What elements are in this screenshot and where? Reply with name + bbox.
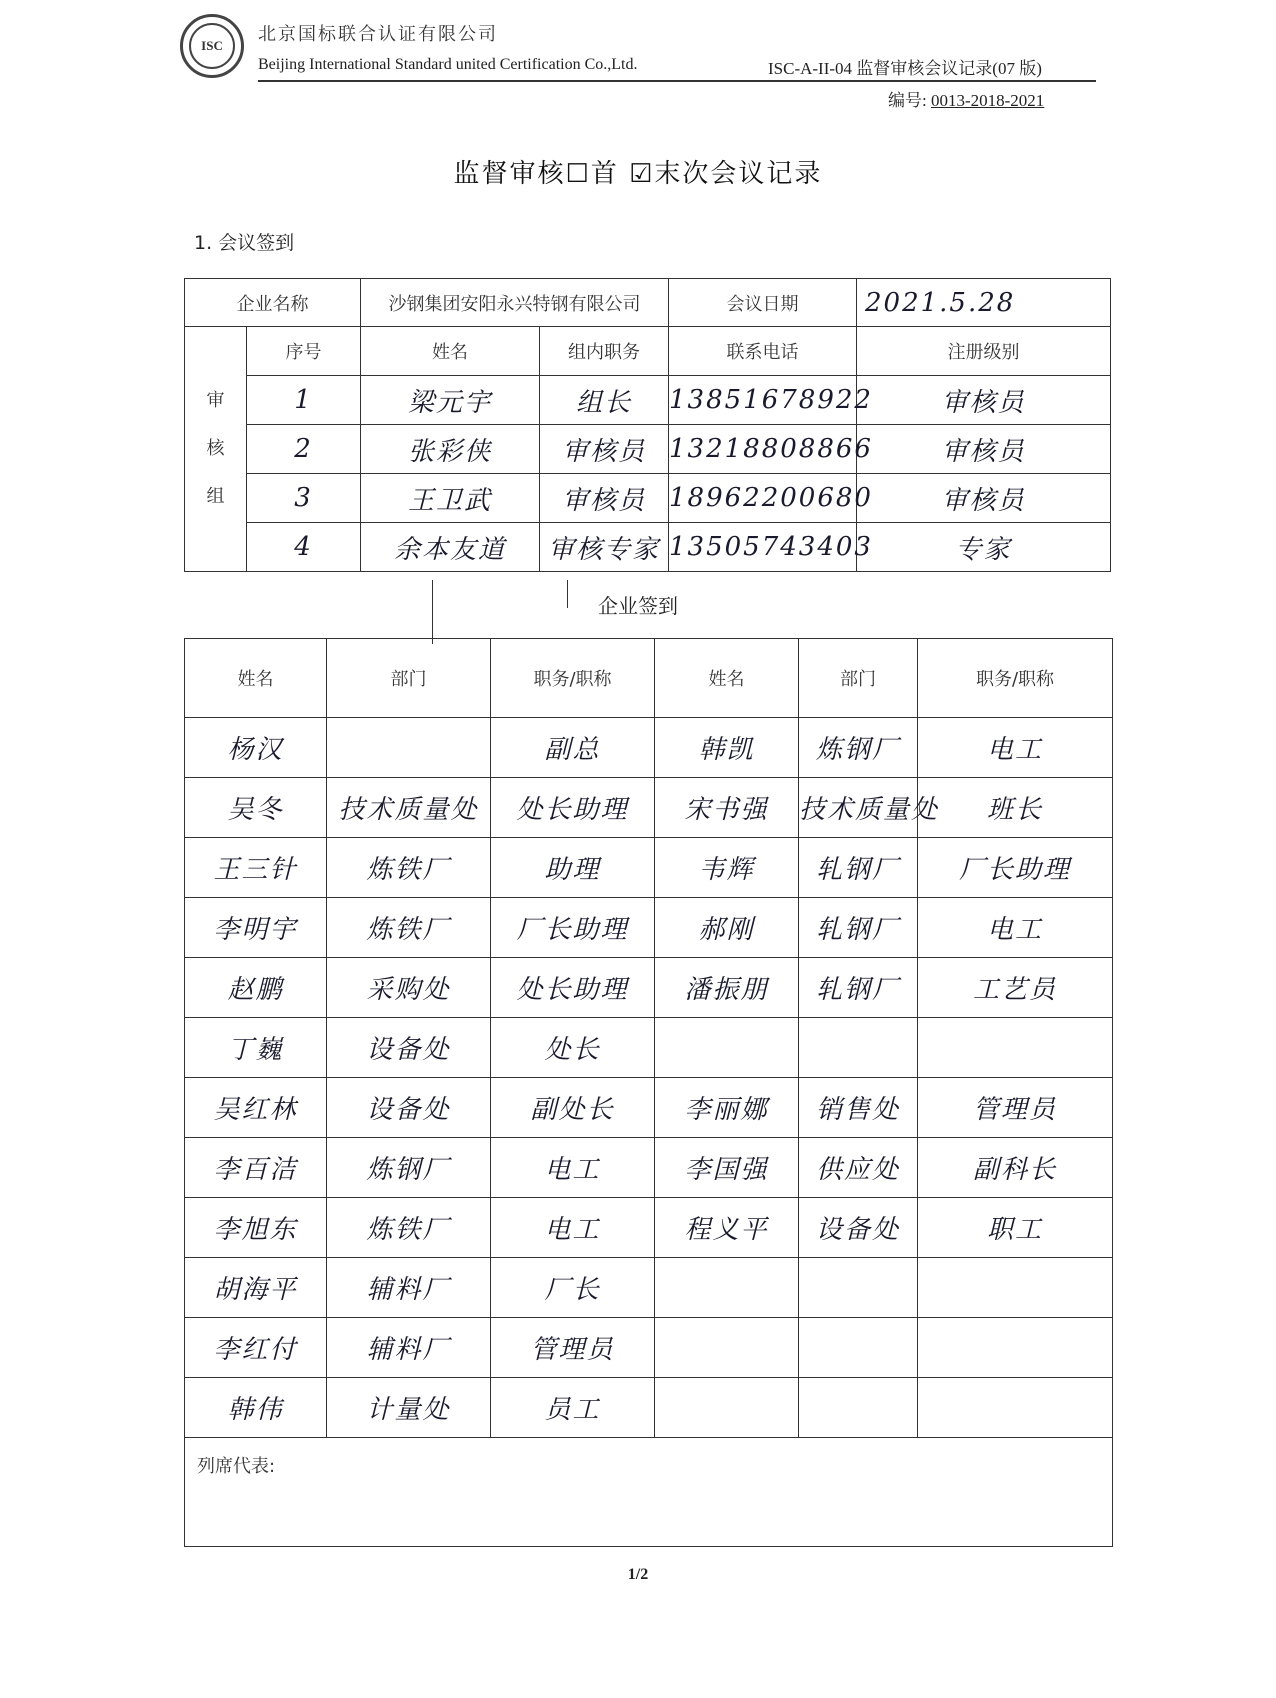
signer-title xyxy=(918,1318,1113,1378)
signer-name: 李百洁 xyxy=(185,1138,327,1198)
company-name-cn: 北京国标联合认证有限公司 xyxy=(258,24,498,45)
signer-dept: 轧钢厂 xyxy=(799,898,918,958)
company-value: 沙钢集团安阳永兴特钢有限公司 xyxy=(361,279,669,327)
signer-dept xyxy=(799,1258,918,1318)
signer-name: 韩凯 xyxy=(655,718,799,778)
auditor-role: 审核专家 xyxy=(540,523,669,572)
signer-name: 杨汉 xyxy=(185,718,327,778)
signer-title: 管理员 xyxy=(918,1078,1113,1138)
auditor-level: 审核员 xyxy=(857,425,1111,474)
header-divider xyxy=(258,80,1096,82)
signer-title: 厂长助理 xyxy=(491,898,655,958)
attendees-cell xyxy=(185,1438,1113,1547)
signer-dept: 轧钢厂 xyxy=(799,958,918,1018)
signer-title: 厂长 xyxy=(491,1258,655,1318)
group-char-3: 组 xyxy=(206,486,225,507)
signer-name: 王三针 xyxy=(185,838,327,898)
signer-dept: 炼钢厂 xyxy=(327,1138,491,1198)
date-value: 2021.5.28 xyxy=(857,279,1111,327)
signer-name: 李旭东 xyxy=(185,1198,327,1258)
signer-dept: 炼铁厂 xyxy=(327,1198,491,1258)
signer-title xyxy=(918,1018,1113,1078)
signer-title: 副处长 xyxy=(491,1078,655,1138)
auditor-no: 1 xyxy=(247,376,361,425)
auditor-role: 组长 xyxy=(540,376,669,425)
signer-title: 电工 xyxy=(491,1138,655,1198)
auditor-phone: 13505743403 xyxy=(669,523,857,572)
auditor-phone: 18962200680 xyxy=(669,474,857,523)
signer-name xyxy=(655,1258,799,1318)
signer-dept xyxy=(799,1378,918,1438)
audit-group-label xyxy=(185,327,247,572)
signer-title xyxy=(918,1258,1113,1318)
col-header-phone: 联系电话 xyxy=(669,327,857,376)
company-label: 企业名称 xyxy=(185,279,361,327)
signer-title: 电工 xyxy=(918,898,1113,958)
table-row xyxy=(185,1138,1113,1198)
table-row xyxy=(185,1018,1113,1078)
signer-dept xyxy=(799,1018,918,1078)
auditor-phone: 13851678922 xyxy=(669,376,857,425)
auditor-no: 4 xyxy=(247,523,361,572)
signer-dept: 炼铁厂 xyxy=(327,838,491,898)
signer-name: 宋书强 xyxy=(655,778,799,838)
auditor-no: 3 xyxy=(247,474,361,523)
page-number: 1/2 xyxy=(627,1566,649,1583)
table-row xyxy=(185,1198,1113,1258)
attendees-label: 列席代表: xyxy=(197,1456,276,1477)
signer-title: 副总 xyxy=(491,718,655,778)
auditor-no: 2 xyxy=(247,425,361,474)
signer-dept: 辅料厂 xyxy=(327,1258,491,1318)
signer-name: 潘振朋 xyxy=(655,958,799,1018)
auditor-role: 审核员 xyxy=(540,425,669,474)
table-row xyxy=(185,898,1113,958)
signer-name: 吴冬 xyxy=(185,778,327,838)
table-row xyxy=(185,425,1111,474)
signer-title: 副科长 xyxy=(918,1138,1113,1198)
signer-dept: 设备处 xyxy=(799,1198,918,1258)
signer-dept: 技术质量处 xyxy=(327,778,491,838)
handwritten-stroke xyxy=(432,580,433,644)
signer-name: 韩伟 xyxy=(185,1378,327,1438)
table-row xyxy=(185,1078,1113,1138)
col-header-name: 姓名 xyxy=(361,327,540,376)
signer-name: 李丽娜 xyxy=(655,1078,799,1138)
signer-dept: 计量处 xyxy=(327,1378,491,1438)
signer-name xyxy=(655,1378,799,1438)
col-header-name: 姓名 xyxy=(655,639,799,718)
enterprise-sign-table xyxy=(184,638,1113,1547)
signer-title xyxy=(918,1378,1113,1438)
company-logo xyxy=(180,14,244,78)
signer-name: 胡海平 xyxy=(185,1258,327,1318)
signer-title: 职工 xyxy=(918,1198,1113,1258)
col-header-title: 职务/职称 xyxy=(491,639,655,718)
signer-name: 吴红林 xyxy=(185,1078,327,1138)
signer-dept xyxy=(799,1318,918,1378)
auditor-name: 张彩侠 xyxy=(361,425,540,474)
signer-title: 管理员 xyxy=(491,1318,655,1378)
company-name-en: Beijing International Standard united Certification Co.,Ltd. xyxy=(258,56,638,73)
signer-dept: 炼铁厂 xyxy=(327,898,491,958)
signer-dept: 设备处 xyxy=(327,1018,491,1078)
section-heading: 1. 会议签到 xyxy=(194,232,295,254)
signer-dept: 辅料厂 xyxy=(327,1318,491,1378)
signer-title: 工艺员 xyxy=(918,958,1113,1018)
signer-name: 李国强 xyxy=(655,1138,799,1198)
signer-name xyxy=(655,1318,799,1378)
serial-number xyxy=(888,86,1044,111)
auditor-level: 审核员 xyxy=(857,376,1111,425)
signer-title: 处长 xyxy=(491,1018,655,1078)
page-title: 监督审核☐首 ☑末次会议记录 xyxy=(453,159,823,189)
signer-name: 李红付 xyxy=(185,1318,327,1378)
table-row xyxy=(185,838,1113,898)
signer-title: 助理 xyxy=(491,838,655,898)
auditor-level: 专家 xyxy=(857,523,1111,572)
document-code: ISC-A-II-04 监督审核会议记录(07 版) xyxy=(768,59,1042,78)
signer-name xyxy=(655,1018,799,1078)
enterprise-sign-heading: 企业签到 xyxy=(598,594,678,618)
serial-value: 0013-2018-2021 xyxy=(930,91,1045,110)
signer-title: 处长助理 xyxy=(491,958,655,1018)
signer-title: 电工 xyxy=(918,718,1113,778)
col-header-dept: 部门 xyxy=(327,639,491,718)
signer-dept: 供应处 xyxy=(799,1138,918,1198)
signer-title: 处长助理 xyxy=(491,778,655,838)
table-row xyxy=(185,376,1111,425)
logo-text: ISC xyxy=(189,23,235,69)
handwritten-stroke xyxy=(567,580,568,608)
signer-dept: 技术质量处 xyxy=(799,778,918,838)
signer-dept xyxy=(327,718,491,778)
serial-label: 编号: xyxy=(888,91,927,110)
signer-dept: 炼钢厂 xyxy=(799,718,918,778)
signer-name: 丁巍 xyxy=(185,1018,327,1078)
auditor-level: 审核员 xyxy=(857,474,1111,523)
signer-dept: 设备处 xyxy=(327,1078,491,1138)
audit-team-table xyxy=(184,278,1111,572)
table-row xyxy=(185,1378,1113,1438)
group-char-1: 审 xyxy=(206,390,225,411)
col-header-dept: 部门 xyxy=(799,639,918,718)
table-row xyxy=(185,958,1113,1018)
table-row xyxy=(185,778,1113,838)
table-row xyxy=(185,1258,1113,1318)
signer-name: 郝刚 xyxy=(655,898,799,958)
signer-title: 厂长助理 xyxy=(918,838,1113,898)
signer-name: 赵鹏 xyxy=(185,958,327,1018)
auditor-phone: 13218808866 xyxy=(669,425,857,474)
auditor-name: 梁元宇 xyxy=(361,376,540,425)
col-header-name: 姓名 xyxy=(185,639,327,718)
col-header-role: 组内职务 xyxy=(540,327,669,376)
group-char-2: 核 xyxy=(206,438,225,459)
col-header-level: 注册级别 xyxy=(857,327,1111,376)
col-header-title: 职务/职称 xyxy=(918,639,1113,718)
signer-name: 程义平 xyxy=(655,1198,799,1258)
signer-title: 电工 xyxy=(491,1198,655,1258)
enterprise-rows xyxy=(185,718,1113,1438)
signer-dept: 销售处 xyxy=(799,1078,918,1138)
col-header-no: 序号 xyxy=(247,327,361,376)
table-row xyxy=(185,1318,1113,1378)
signer-name: 韦辉 xyxy=(655,838,799,898)
auditor-name: 余本友道 xyxy=(361,523,540,572)
signer-dept: 轧钢厂 xyxy=(799,838,918,898)
signer-dept: 采购处 xyxy=(327,958,491,1018)
signer-name: 李明宇 xyxy=(185,898,327,958)
auditor-role: 审核员 xyxy=(540,474,669,523)
table-row xyxy=(185,718,1113,778)
table-row xyxy=(185,523,1111,572)
date-label: 会议日期 xyxy=(669,279,857,327)
auditor-name: 王卫武 xyxy=(361,474,540,523)
signer-title: 员工 xyxy=(491,1378,655,1438)
signer-title: 班长 xyxy=(918,778,1113,838)
table-row xyxy=(185,474,1111,523)
